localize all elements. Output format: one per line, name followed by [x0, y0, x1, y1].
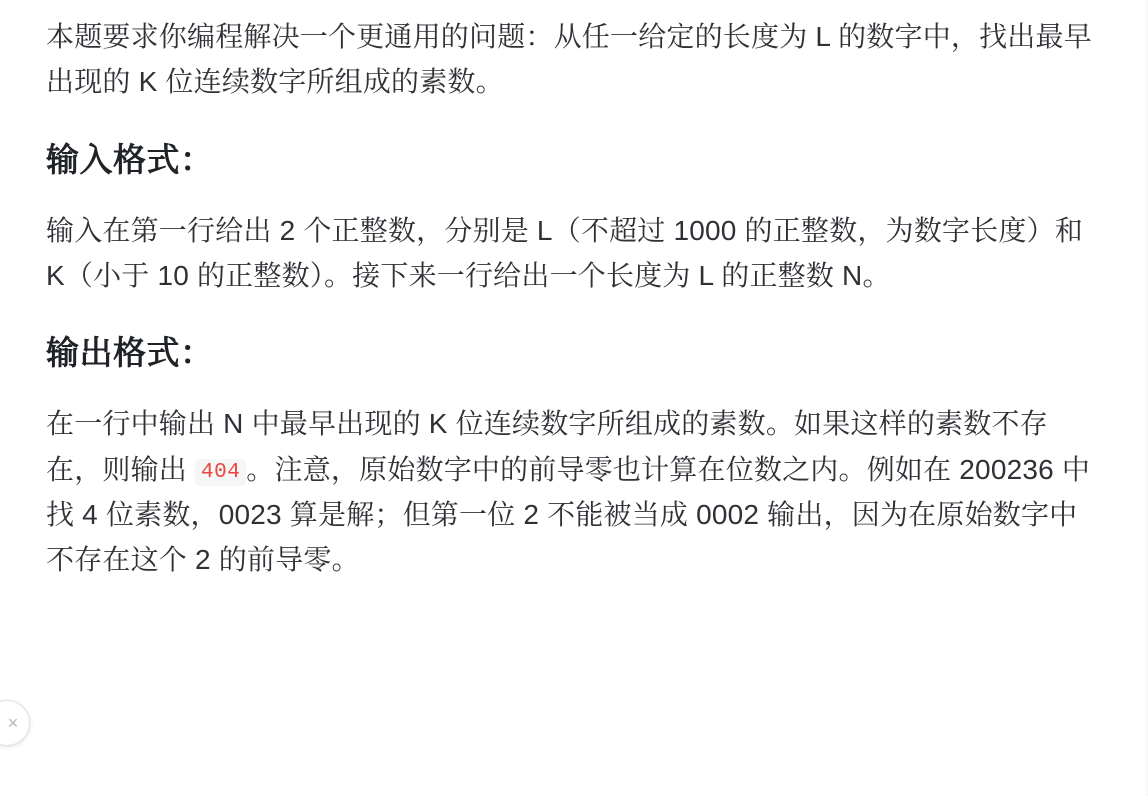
output-format-text-part1: 在一行中输出 N 中最早出现的 K 位连续数字所组成的素数。如果这样的素数不存在，则输出 — [46, 408, 1048, 485]
input-format-paragraph: 输入在第一行给出 2 个正整数，分别是 L（不超过 1000 的正整数，为数字长度）和 K（小于 10 的正整数）。接下来一行给出一个长度为 L 的正整数 N。 — [46, 214, 1083, 291]
output-format-paragraph — [46, 401, 1102, 582]
close-icon[interactable] — [0, 700, 30, 746]
output-format-heading: 输出格式： — [46, 334, 214, 372]
intro-paragraph: 本题要求你编程解决一个更通用的问题：从任一给定的长度为 L 的数字中，找出最早出现的 K 位连续数字所组成的素数。 — [46, 21, 1092, 98]
page-right-edge-shadow — [1144, 0, 1148, 796]
output-format-text-part2: 。注意，原始数字中的前导零也计算在位数之内。例如在 200236 中找 4 位素数，0023 算是解；但第一位 2 不能被当成 0002 输出，因为在原始数字中不存在这个 2 的前导零。 — [46, 453, 1091, 576]
input-format-heading: 输入格式： — [46, 140, 214, 178]
close-icon-glyph: × — [7, 713, 19, 733]
not-found-code-literal: 404 — [195, 459, 246, 486]
